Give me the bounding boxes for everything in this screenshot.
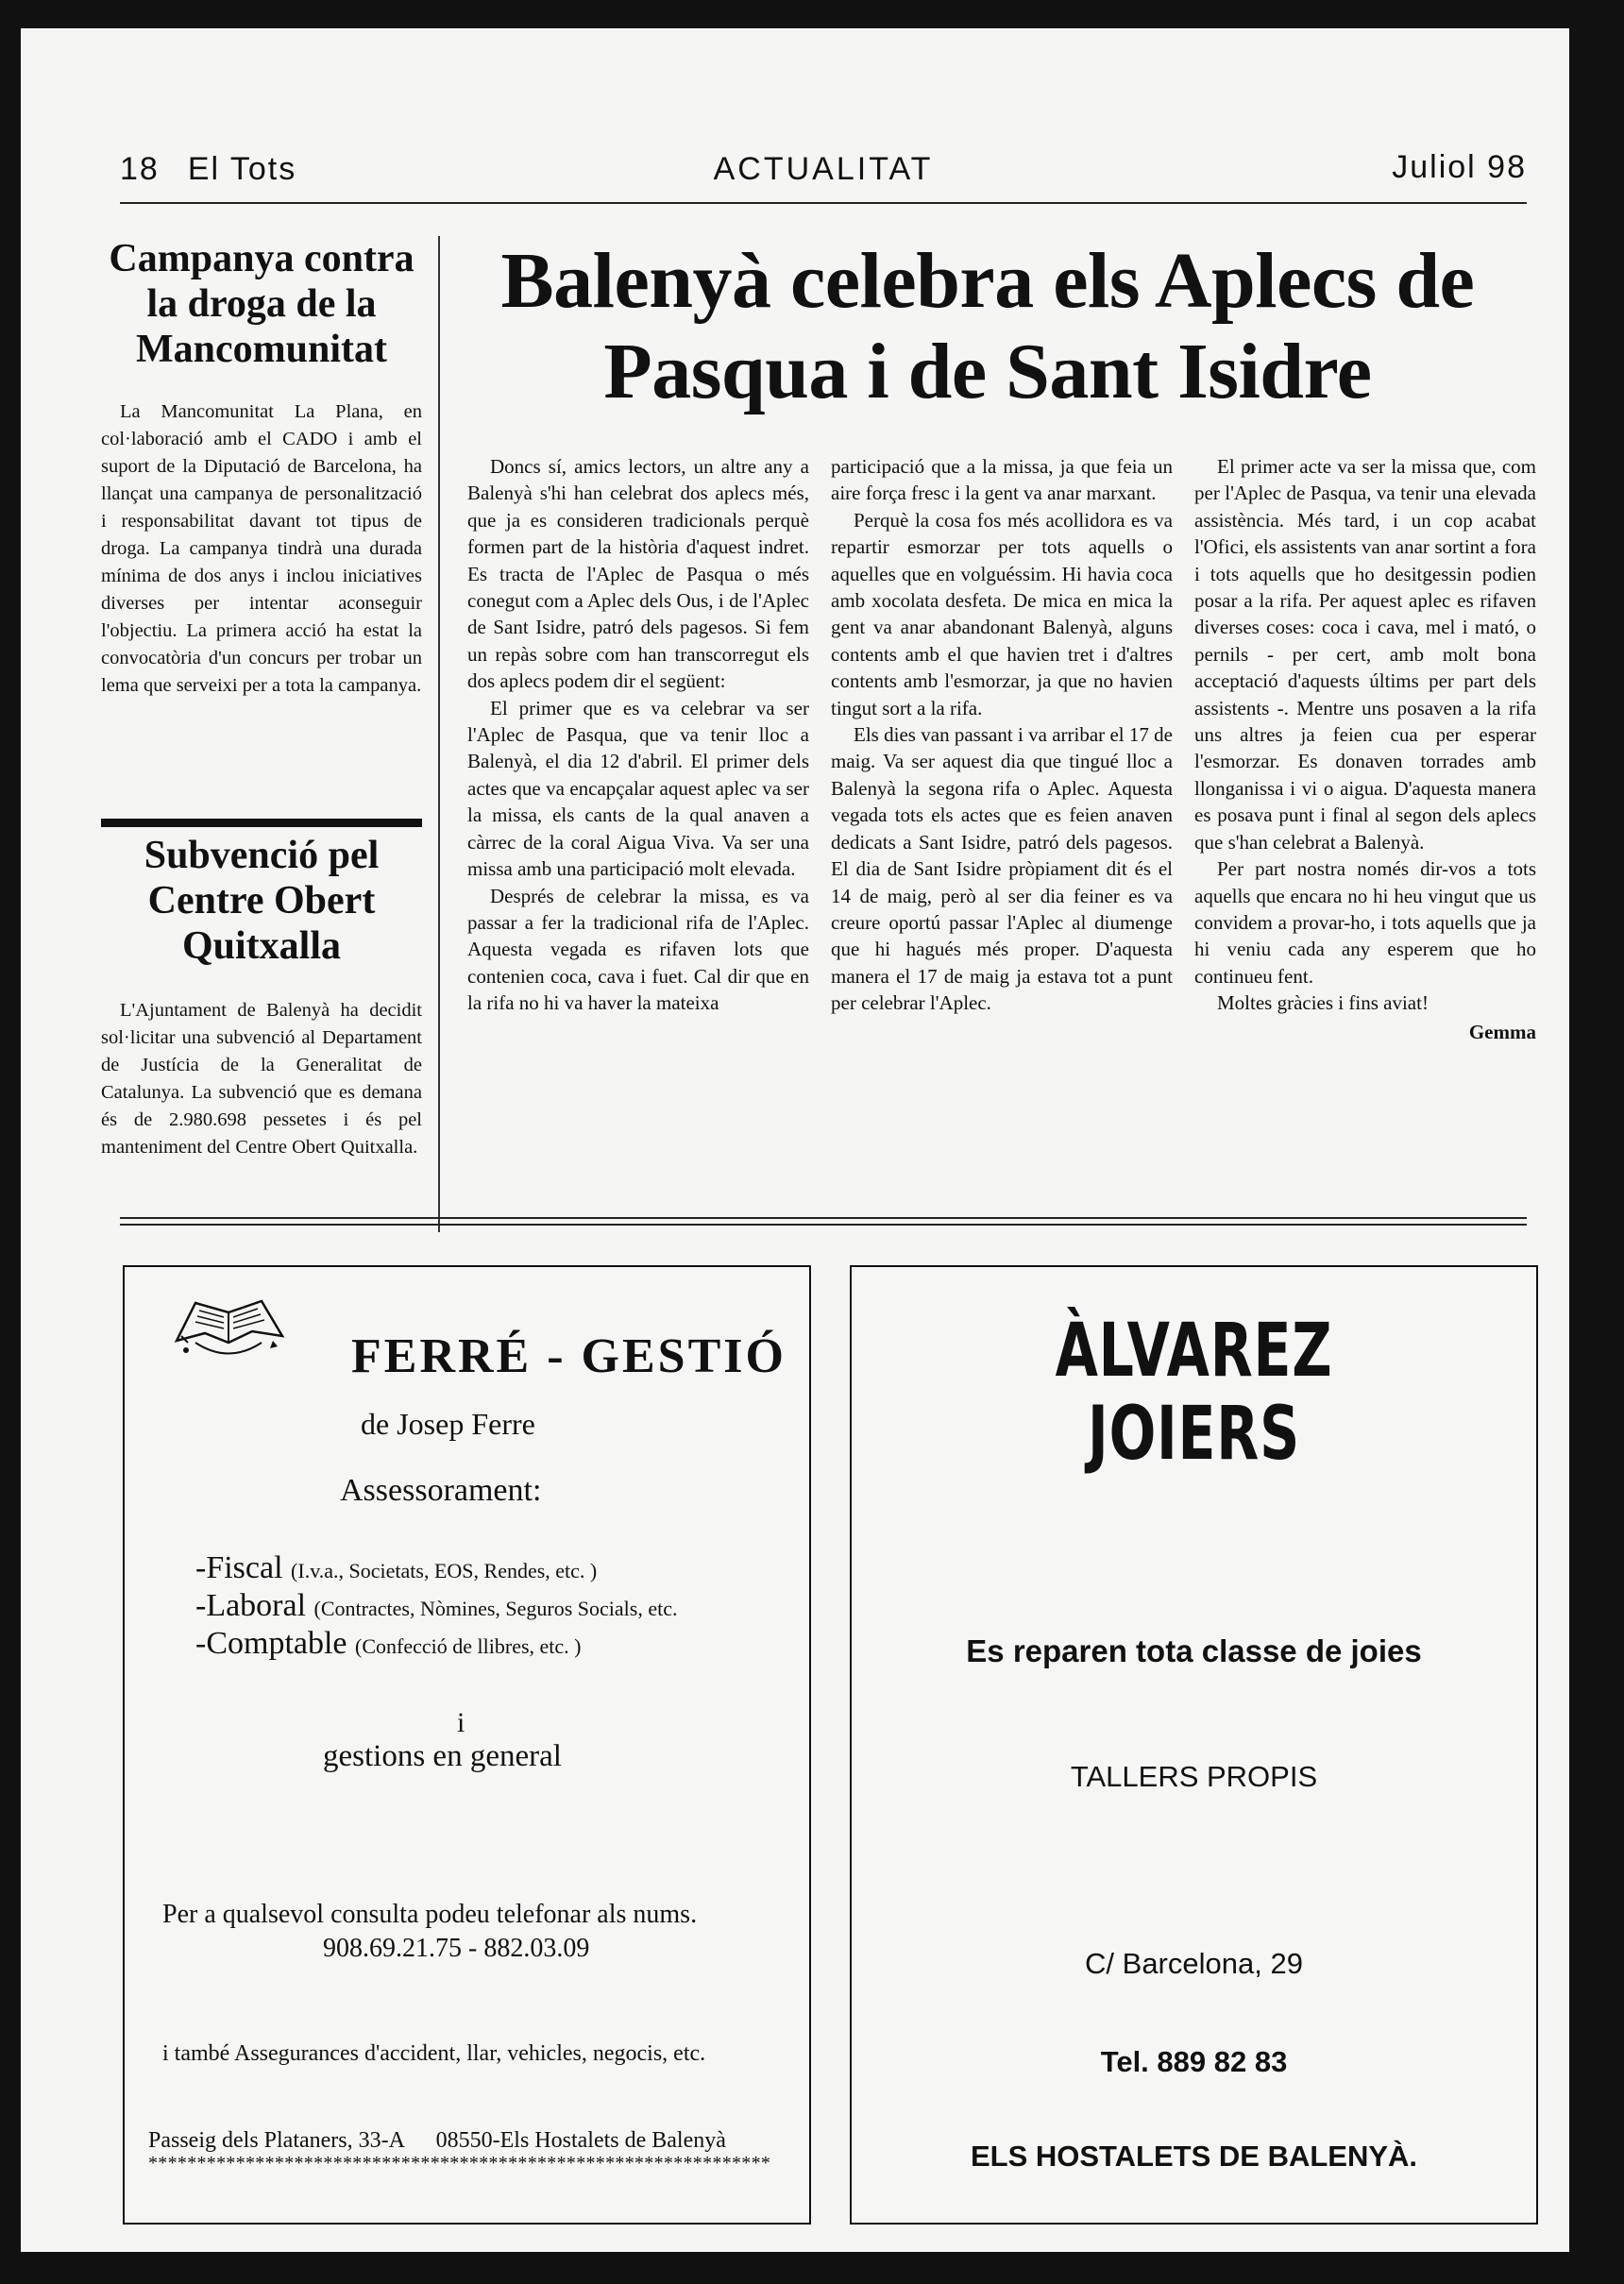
article-column-1 [467,453,809,1017]
service-name: -Fiscal [195,1550,283,1585]
ad-ferre-gestio [123,1265,811,2225]
general-services: gestions en general [323,1739,562,1773]
article-column-3 [1194,453,1536,1045]
column-divider [438,236,440,1232]
service-comptable [195,1626,582,1662]
book-icon [167,1284,290,1369]
paragraph: Per part nostra només dir-vos a tots aquells que encara no hi heu vingut que us convidem a provar-ho, i tots aquells que ja hi veniu cada any esperem que ho continueu fent. [1194,857,1536,988]
paragraph: Doncs sí, amics lectors, un altre any a Balenyà s'hi han celebrat dos aplecs més, que ja es consideren tradicionals perquè formen part de la història d'aquest indret. Es tracta de l'Aplec de Pasqua o més conegut com a Aplec dels Ous, i de l'Aplec de Sant Isidre, patró dels pagesos. Si fem un repàs sobre com han transcorregut els dos aplecs podem dir el següent: [467,455,809,693]
star-divider: **************************************************************** [148,2153,771,2174]
ferre-heading: Assessorament: [340,1473,542,1508]
sidebar-article-drugs [101,236,422,700]
article-byline: Gemma [1468,1020,1536,1043]
consult-text: Per a qualsevol consulta podeu telefonar als nums. [162,1900,698,1929]
street-address: Passeig dels Plataners, 33-A [148,2128,404,2153]
sidebar-body-drugs: La Mancomunitat La Plana, en col·laboració amb el CADO i amb el suport de la Diputació de Barcelona, ha llançat una campanya de personalització i responsabilitat davant tot tipus de droga. La campanya tindrà una durada mínima de dos anys i inclou iniciatives diverses per intentar aconseguir l'objectiu. La primera acció ha estat la convocatòria d'un concurs per trobar un lema que serveixi per a tota la campanya. [101,401,422,696]
title-line-2: JOIERS [1088,1392,1300,1477]
insurance-text: i també Assegurances d'accident, llar, vehicles, negocis, etc. [162,2041,706,2066]
paragraph: participació que a la missa, ja que feia un aire força fresc i la gent va anar marxant. [831,455,1173,505]
ad-alvarez-joiers [850,1265,1538,2225]
title-line-1: ÀLVAREZ [1055,1309,1333,1394]
paragraph: El primer que es va celebrar va ser l'Aplec de Pasqua, que va tenir lloc a Balenyà, el dia 12 d'abril. El primer dels actes que va encapçalar aquest aplec va ser la missa, els cants de la qual anaven a càrrec de la coral Aigua Viva. Va ser una missa amb una participació molt elevada. [467,696,809,881]
paragraph: Moltes gràcies i fins aviat! [1217,991,1429,1015]
sidebar-body-subsidy: L'Ajuntament de Balenyà ha decidit sol·licitar una subvenció al Departament de Justícia de la Generalitat de Catalunya. La subvenció que es demana és de 2.980.698 pessetes i és pel manteniment del Centre Obert Quitxalla. [101,1000,422,1158]
sidebar-divider [101,819,422,827]
shop-address: C/ Barcelona, 29 [1085,1947,1303,1980]
section-name: ACTUALITAT [713,151,934,187]
service-name: -Comptable [195,1626,347,1661]
postal-address: 08550-Els Hostalets de Balenyà [435,2128,726,2153]
service-name: -Laboral [195,1588,307,1623]
paragraph: Perquè la cosa fos més acollidora es va repartir esmorzar per tots aquells o aquelles que en volguéssim. Hi havia coca amb xocolata desfeta. De mica en mica la gent va anar abandonant Balenyà, alguns contents amb el que havien tret i d'altres contents amb l'esmorzar, ja que no havien tingut sort a la rifa. [831,508,1173,719]
issue-date: Juliol 98 [1392,149,1527,185]
shop-phone: Tel. 889 82 83 [1100,2045,1288,2078]
publication-name: El Tots [187,151,297,187]
alvarez-title [938,1310,1451,1476]
service-detail: (Confecció de llibres, etc. ) [355,1634,582,1658]
service-detail: (I.v.a., Societats, EOS, Rendes, etc. ) [291,1559,598,1582]
sidebar-title-drugs: Campanya contra la droga de la Mancomunitat [109,237,414,371]
ferre-subtitle: de Josep Ferre [361,1407,535,1441]
conjunction: i [457,1707,465,1738]
ads-top-rule-2 [120,1224,1527,1226]
newspaper-page [21,28,1569,2252]
paragraph: Els dies van passant i va arribar el 17 de maig. Va ser aquest dia que tingué lloc a Balenyà la segona rifa o Aplec. Aquesta vegada tots els actes que es feien anaven dedicats a Sant Isidre, patró dels pagesos. El dia de Sant Isidre pròpiament dit és el 14 de maig, però al ser dia feiner es va creure oportú passar l'Aplec al diumenge que hi hagués més proper. D'aquesta manera el 17 de maig ja estava tot a punt per celebrar l'Aplec. [831,723,1173,1015]
main-headline: Balenyà celebra els Aplecs de Pasqua i de Sant Isidre [500,237,1475,415]
sidebar-title-subsidy: Subvenció pel Centre Obert Quitxalla [144,834,380,968]
paragraph: El primer acte va ser la missa que, com per l'Aplec de Pasqua, va tenir una elevada assistència. Més tard, i un cop acabat l'Ofici, els assistents van anar sortint a fora i tots aquells que ho desitgessin podien posar a la rifa. Per aquest aplec es rifaven diverses coses: coca i cava, mel i mató, o pernils - per cert, amb molt bona acceptació d'aquests últims per part dels assistents -. Mentre uns posaven a la rifa uns altres ja feien cua per esperar l'esmorzar. Es donaven torrades amb llonganissa i vi o aigua. D'aquesta manera es posava punt i final al segon dels aplecs que s'han celebrat a Balenyà. [1194,455,1536,854]
page-header [120,123,1527,204]
sidebar-article-subsidy [101,833,422,1161]
tagline: Es reparen tota classe de joies [966,1633,1422,1668]
paragraph: Després de celebrar la missa, es va passar a fer la tradicional rifa de l'Aplec. Aquesta vegada es rifaven lots que contenien coca, cava i fuet. Cal dir que en la rifa no hi va haver la mateixa [467,884,809,1015]
ads-top-rule [120,1217,1527,1219]
ferre-title: FERRÉ - GESTIÓ [351,1329,787,1383]
address [148,2128,726,2154]
service-detail: (Contractes, Nòmines, Seguros Socials, etc. [313,1597,678,1620]
article-column-2 [831,453,1173,1017]
phone-numbers: 908.69.21.75 - 882.03.09 [323,1934,590,1963]
shop-town: ELS HOSTALETS DE BALENYÀ. [970,2140,1418,2173]
service-fiscal [195,1550,597,1586]
page-number: 18 [120,151,160,187]
workshops: TALLERS PROPIS [1070,1760,1318,1793]
service-laboral [195,1588,677,1624]
